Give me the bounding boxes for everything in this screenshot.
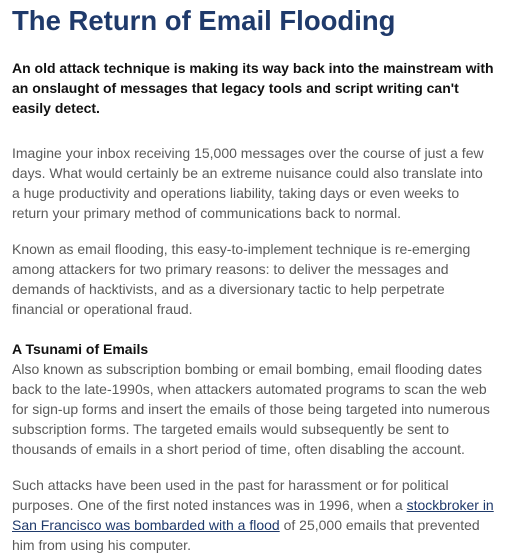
paragraph-intro: Imagine your inbox receiving 15,000 messages over the course of just a few days. What would certainly be an extreme nuisance could also translate into a huge productivity and operations liability, taking days or even weeks to return your primary method of communications back to normal. xyxy=(12,145,484,221)
paragraph-history: Also known as subscription bombing or email bombing, email flooding dates back to the late-1990s, when attackers automated programs to scan the web for sign-up forms and insert the emails of those being targeted into numerous subscription forms. The targeted emails would subsequently be sent to thousands of emails in a short period of time, often disabling the account. xyxy=(12,361,490,457)
paragraph-past-attacks-text-before: Such attacks have been used in the past for harassment or for political purposes. One of the first noted instances was in 1996, when a xyxy=(12,477,449,513)
paragraph-past-attacks xyxy=(12,475,494,555)
article-lede: An old attack technique is making its way back into the mainstream with an onslaught of messages that legacy tools and script writing can't easily detect. xyxy=(12,60,494,116)
stockbroker-article-link[interactable]: stockbroker in San Francisco was bombarded with a flood xyxy=(12,497,494,533)
paragraph-past-attacks-text-after: of 25,000 emails that prevented him from using his computer. xyxy=(12,517,480,553)
paragraph-email-flooding: Known as email flooding, this easy-to-implement technique is re-emerging among attackers for two primary reasons: to deliver the messages and demands of hacktivists, and as a diversionary tactic to help perpetrate financial or operational fraud. xyxy=(12,241,471,317)
section-heading: A Tsunami of Emails xyxy=(12,341,149,357)
article-title: The Return of Email Flooding xyxy=(12,5,396,36)
